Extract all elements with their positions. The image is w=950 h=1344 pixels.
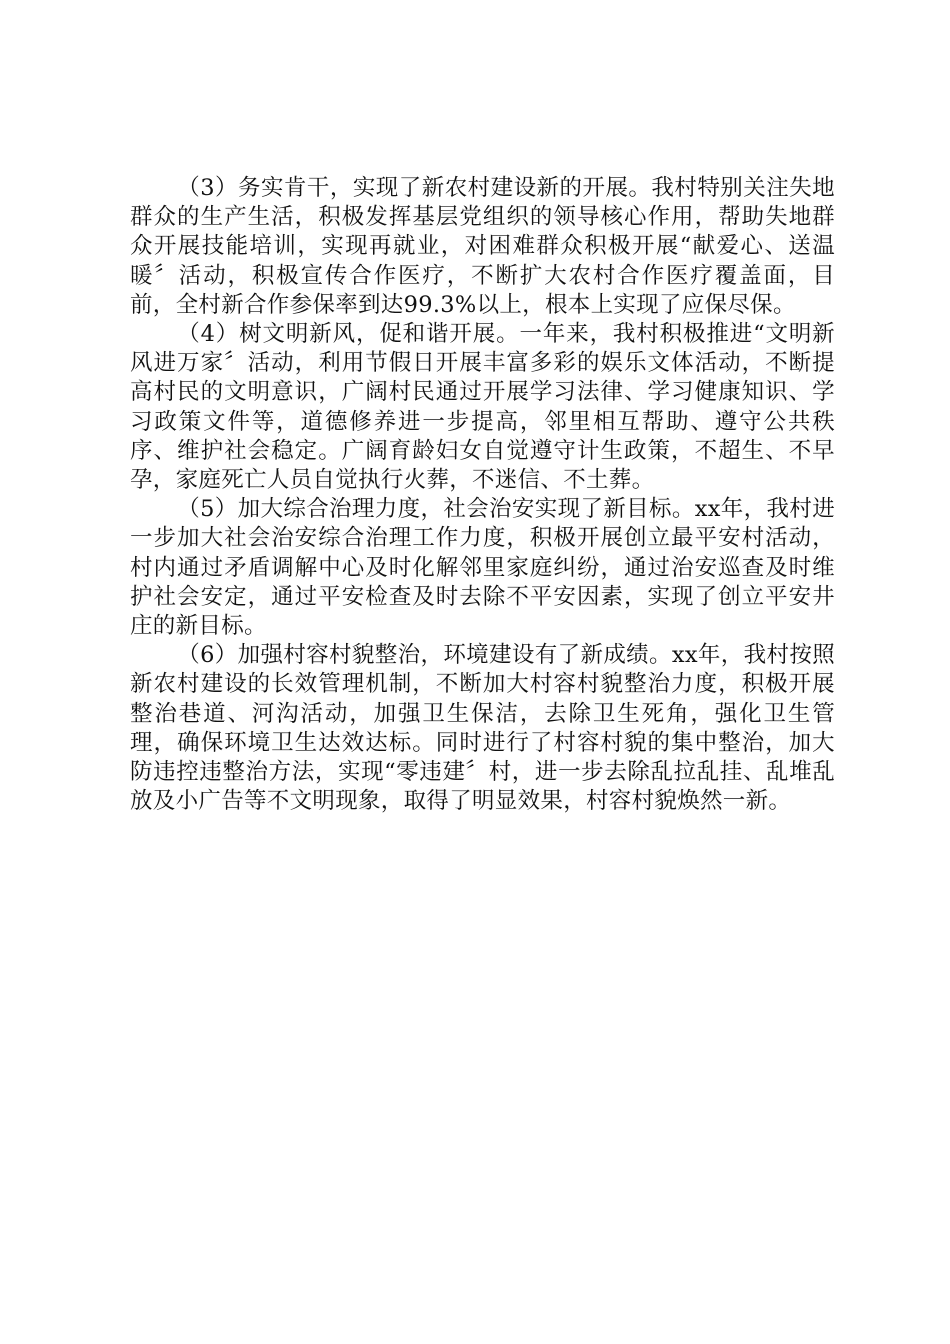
paragraph-3: （3）务实肯干，实现了新农村建设新的开展。我村特别关注失地群众的生产生活，积极发挥基层党组织的领导核心作用，帮助失地群众开展技能培训，实现再就业，对困难群众积极开展“献爱心、送温暖〞活动，积极宣传合作医疗，不断扩大农村合作医疗覆盖面，目前，全村新合作参保率到达99.3%以上，根本上实现了应保尽保。	[130, 175, 835, 318]
paragraph-4: （4）树文明新风，促和谐开展。一年来，我村积极推进“文明新风进万家〞活动，利用节假日开展丰富多彩的娱乐文体活动，不断提高村民的文明意识，广阔村民通过开展学习法律、学习健康知识、学习政策文件等，道德修养进一步提高，邻里相互帮助、遵守公共秩序、维护社会稳定。广阔育龄妇女自觉遵守计生政策，不超生、不早孕，家庭死亡人员自觉执行火葬，不迷信、不土葬。	[130, 321, 835, 494]
paragraph-5: （5）加大综合治理力度，社会治安实现了新目标。xx年，我村进一步加大社会治安综合治理工作力度，积极开展创立最平安村活动，村内通过矛盾调解中心及时化解邻里家庭纠纷，通过治安巡查及时维护社会安定，通过平安检查及时去除不平安因素，实现了创立平安井庄的新目标。	[130, 496, 835, 640]
paragraph-6: （6）加强村容村貌整治，环境建设有了新成绩。xx年，我村按照新农村建设的长效管理机制，不断加大村容村貌整治力度，积极开展整治巷道、河沟活动，加强卫生保洁，去除卫生死角，强化卫生管理，确保环境卫生达效达标。同时进行了村容村貌的集中整治，加大防违控违整治方法，实现“零违建〞村，进一步去除乱拉乱挂、乱堆乱放及小广告等不文明现象，取得了明显效果，村容村貌焕然一新。	[130, 642, 835, 815]
document-body	[130, 174, 835, 816]
